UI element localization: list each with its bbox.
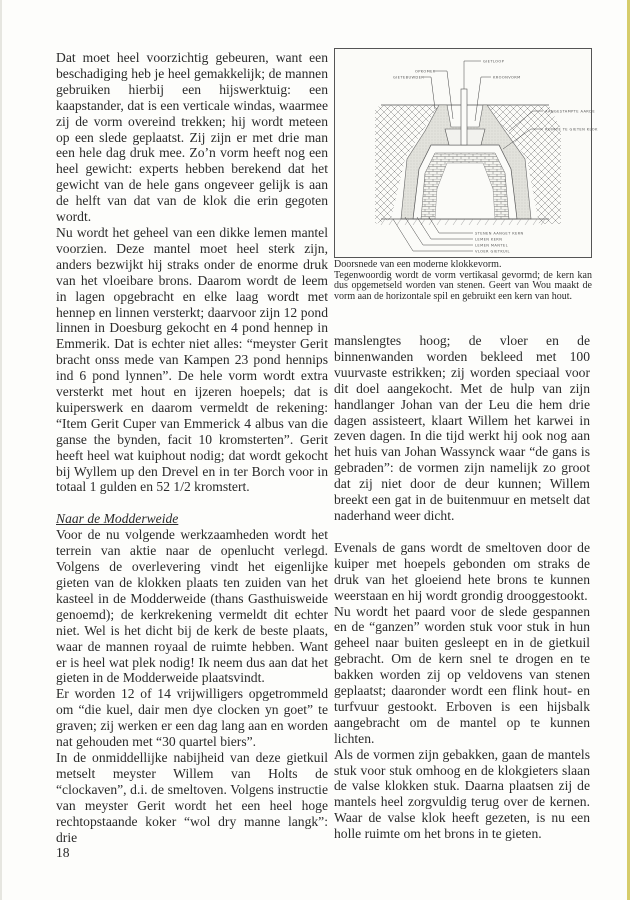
left-column xyxy=(56,50,328,861)
body-paragraph: manslengtes hoog; de vloer en de binnenwanden worden bekleed met 100 vuurvaste estrikken; zij worden speciaal voor dit doel aangekocht. Met de hulp van zijn handlanger Johan van der Leu die hem drie dagen assisteert, klaart Willem het karwei in zeven dagen. In die tijd werkt hij ook nog aan het huis van Johan Wassynck waar “de gans is gebraden”: de vormen zijn namelijk zo groot dat zij niet door de deur kunnen; Willem breekt een gat in de buitenmuur en metselt dat naderhand weer dicht. xyxy=(334,333,590,523)
leader-line xyxy=(464,61,481,89)
label-kroonvorm: KROONVORM xyxy=(493,75,521,80)
body-paragraph: Nu wordt het geheel van een dikke lemen mantel voorzien. Deze mantel moet heel sterk zijn, anders bezwijkt hij straks onder de enorme druk van het vloeibare brons. Daarom wordt de leem in lagen opgebracht en elke laag wordt met hennep en linnen versterkt; daarvoor zijn 12 pond linnen in Doesburg gekocht en 4 pond hennep in Emmerik. Dat is echter niet alles: “meyster Gerit bracht onss mede van Kampen 23 pond hennips ind 6 pond lynnen”. De hele vorm wordt extra versterkt met hout en ijzeren hoepels; dat is kuiperswerk en daarom vermeldt de rekening: “Item Gerit Cuper van Emmerick 4 albus van die ganse the bynden, facit 10 kromsterten”. Gerit heeft heel wat kuiphout nodig; dat wordt gekocht bij Wyllem up den Drevel en in ter Borch voor in totaal 1 gulden en 52 1/2 kromstert. xyxy=(56,224,328,495)
caption-title: Doorsnede van een moderne klokkevorm. xyxy=(334,259,502,270)
label-aangestampte-aarde: AANGESTAMPTE AARDE xyxy=(545,109,596,114)
core-hollow xyxy=(435,163,495,219)
section-heading: Naar de Modderweide xyxy=(56,511,179,527)
label-lemen-mantel: LEMEN MANTEL xyxy=(475,243,508,248)
leader-line xyxy=(405,217,473,245)
bell-mould-diagram xyxy=(335,49,598,257)
body-paragraph: In de onmiddellijke nabijheid van deze gietkuil metselt meyster Willem van Holts de “clockaven”, d.i. de smeltoven. Volgens instructie van meyster Gerit wordt het een heel hoge rechtopstaande koker “wol dry manne langk”: drie xyxy=(56,749,328,845)
label-opkomer: OPKOMER xyxy=(415,69,436,74)
label-gietloop: GIETLOOP xyxy=(483,59,505,64)
body-paragraph: Dat moet heel voorzichtig gebeuren, want een beschadiging heb je heel gemakkelijk; de mannen gebruiken hierbij een hijswerktuig: een kaapstander, dat is een verticale windas, waarmee zij de vorm overeind trekken; hij wordt meteen op een slede geplaatst. Zij zijn er met drie man een hele dag druk mee. Zo’n vorm heeft nog een heel gewicht: experts hebben berekend dat het gewicht van de hele gans ongeveer gelijk is aan de helft van dat van de klok die erin gegoten wordt. xyxy=(56,50,328,225)
label-ruimte-te-gieten-klok: RUIMTE TE GIETEN KLOK xyxy=(545,127,598,132)
body-paragraph: Er worden 12 of 14 vrijwilligers opgetrommeld om “die kuel, dair men dye clocken yn goet” te graven; zij werken er een dag lang aan en worden nat gehouden met “30 quartel biers”. xyxy=(56,686,328,750)
leader-line xyxy=(429,217,473,233)
bell-mould-figure xyxy=(334,48,598,258)
leader-line xyxy=(423,77,435,109)
page-number: 18 xyxy=(56,845,70,861)
right-column xyxy=(334,333,590,842)
body-paragraph: Voor de nu volgende werkzaamheden wordt het terrein van aktie naar de openlucht verlegd. Volgens de overlevering vindt het eigenlijke gieten van de klokken plaats ten zuiden van het kasteel in de Modderweide (thans Gasthuisweide genoemd); de kerkrekening vermeldt dit echter niet. Wel is het dicht bij de kerk de beste plaats, waar de mannen royaal de ruimte hebben. Want er is heel wat plek nodig! Ik neem dus aan dat het gieten in de Modderweide plaatsvindt. xyxy=(56,527,328,686)
label-lemen-kern: LEMEN KERN xyxy=(475,237,503,242)
body-paragraph: Nu wordt het paard voor de slede gespannen en de “ganzen” worden stuk voor stuk in hun geheel naar buiten gesleept en in de gietkuil gebracht. Om de kern snel te drogen en te bakken worden zij op veldovens van stenen geplaatst; daaronder wordt een flink hout- en turfvuur gestookt. Erboven is een hijsbalk aangebracht om de mantel op te kunnen lichten. xyxy=(334,603,590,746)
label-gietebuwder: GIETEBUWDER xyxy=(393,75,425,80)
body-paragraph: Als de vormen zijn gebakken, gaan de mantels stuk voor stuk omhoog en de klokgieters slaan de valse klokken stuk. Daarna plaatsen zij de mantels heel zorgvuldig terug over de kernen. Waar de valse klok heeft gezeten, is nu een holle ruimte om het brons in te gieten. xyxy=(334,746,590,842)
label-stenen-kern: STENEN AANGET KERN xyxy=(475,231,524,236)
pouring-gate xyxy=(461,89,467,145)
leader-line xyxy=(417,217,473,239)
floor-hatch xyxy=(381,219,545,225)
caption-text: Tegenwoordig wordt de vorm vertikasal gevormd; de kern kan dus opgemetseld worden van stenen. Geert van Wou maakt de vorm aan de horizontale spil en gebruikt een kern van hout. xyxy=(334,269,592,302)
page-edge-left xyxy=(0,0,2,900)
body-paragraph: Evenals de gans wordt de smeltoven door de kuiper met hoepels gebonden om straks de druk van het gloeiend hete brons te kunnen weerstaan en hij wordt grondig drooggestookt. xyxy=(334,539,590,603)
figure-caption xyxy=(334,260,592,302)
label-vloer-gietkuil: VLOER GIETKUIL xyxy=(475,249,510,254)
